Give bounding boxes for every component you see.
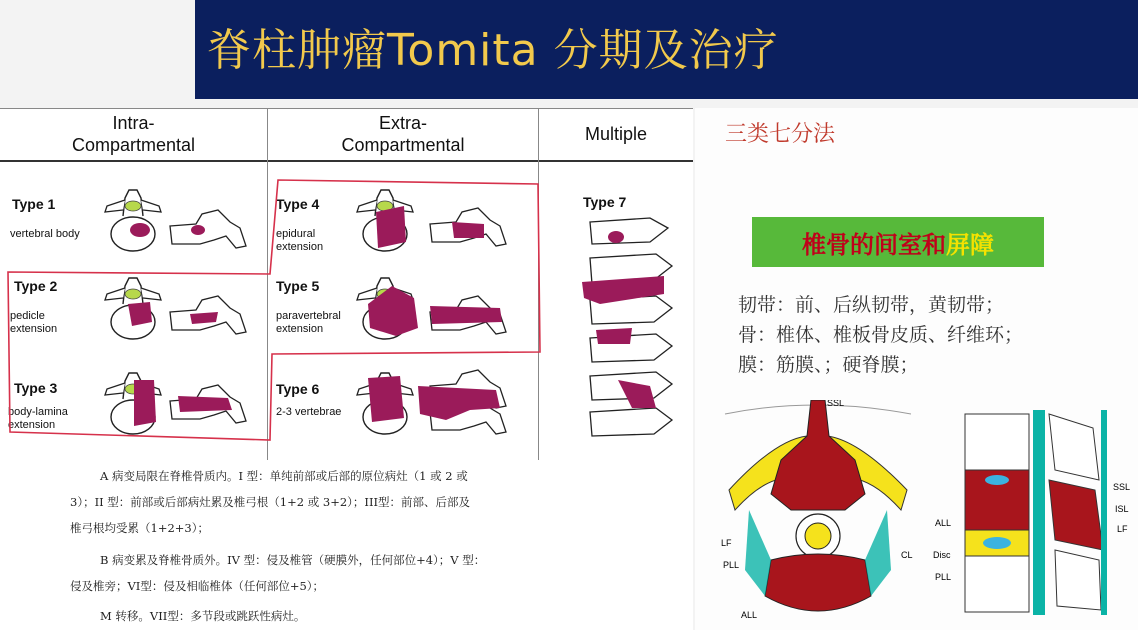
definition-ligament: 韧带：前、后纵韧带，黄韧带； (738, 294, 1005, 316)
multiple-spine-column (582, 218, 672, 436)
note-line: M 转移。VII型：多节段或跳跃性病灶。 (100, 609, 306, 623)
notes-area (0, 460, 693, 630)
label-cl: CL (901, 550, 913, 560)
label-lf-sag: LF (1117, 524, 1128, 534)
tumor-shape (430, 306, 502, 324)
type-3-desc: body-lamina extension (8, 406, 68, 431)
slide-title: 脊柱肿瘤Tomita 分期及治疗 (207, 25, 779, 76)
type-1-label: Type 1 (12, 196, 56, 212)
label-pll-sag: PLL (935, 572, 952, 582)
type-2-desc: pedicle extension (10, 310, 58, 335)
type-1-desc: vertebral body (10, 228, 80, 240)
type-7-label: Type 7 (583, 194, 627, 210)
label-all-sag: ALL (935, 518, 952, 528)
label-all: ALL (741, 610, 758, 620)
label-lf: LF (721, 538, 732, 548)
tumor-shape (191, 225, 205, 235)
tumor-shape (452, 222, 484, 238)
note-line: 侵及椎旁；VI型：侵及相临椎体（任何部位+5）； (70, 579, 325, 593)
type-6-label: Type 6 (276, 381, 320, 397)
note-line: 3）；II 型：前部或后部病灶累及椎弓根（1+2 或 3+2）；III型：前部、后部及 (70, 495, 471, 509)
note-line: B 病变累及脊椎骨质外。IV 型：侵及椎管（硬膜外，任何部位+4）；V 型： (100, 553, 486, 567)
label-disc: Disc (933, 550, 951, 560)
type-4-label: Type 4 (276, 196, 320, 212)
label-pll: PLL (723, 560, 740, 570)
note-line: 椎弓根均受累（1+2+3）； (70, 521, 209, 535)
axial-vertebra-diagram (725, 400, 911, 611)
label-ssl-sag: SSL (1113, 482, 1131, 492)
type-4-desc: epidural extension (276, 228, 324, 253)
type-5-label: Type 5 (276, 278, 320, 294)
tumor-shape (368, 376, 404, 422)
tomita-table (0, 108, 693, 460)
sagittal-spine-diagram (965, 410, 1107, 615)
header-extra: Extra- Compartmental (341, 113, 465, 155)
type-5-desc: paravertebral extension (276, 310, 341, 335)
note-line: A 病变局限在脊椎骨质内。I 型：单纯前部或后部的原位病灶（1 或 2 或 (100, 469, 468, 483)
classification-method: 三类七分法 (725, 122, 836, 147)
barrier-title-part: 屏障 (946, 230, 994, 259)
definition-bone: 骨：椎体、椎板骨皮质、纤维环； (738, 324, 1024, 346)
tumor-shape (134, 380, 156, 426)
tumor-shape (376, 206, 406, 248)
type-3-label: Type 3 (14, 380, 58, 396)
header-intra: Intra- Compartmental (71, 113, 196, 155)
tumor-shape (130, 223, 150, 237)
compartment-title-part: 椎骨的间室和 (802, 230, 946, 259)
anatomy-diagrams (715, 400, 1135, 625)
label-ssl: SSL (827, 400, 845, 408)
tumor-shape (128, 302, 152, 326)
compartment-title-box (752, 217, 1044, 267)
label-isl: ISL (1115, 504, 1129, 514)
title-bar (195, 0, 1138, 99)
type-6-desc: 2-3 vertebrae (276, 406, 342, 418)
tumor-shape (178, 396, 232, 412)
definition-membrane: 膜：筋膜、；硬脊膜； (738, 354, 919, 376)
type-2-label: Type 2 (14, 278, 58, 294)
vertebra-illustrations (0, 108, 693, 460)
header-multiple: Multiple (584, 124, 648, 144)
